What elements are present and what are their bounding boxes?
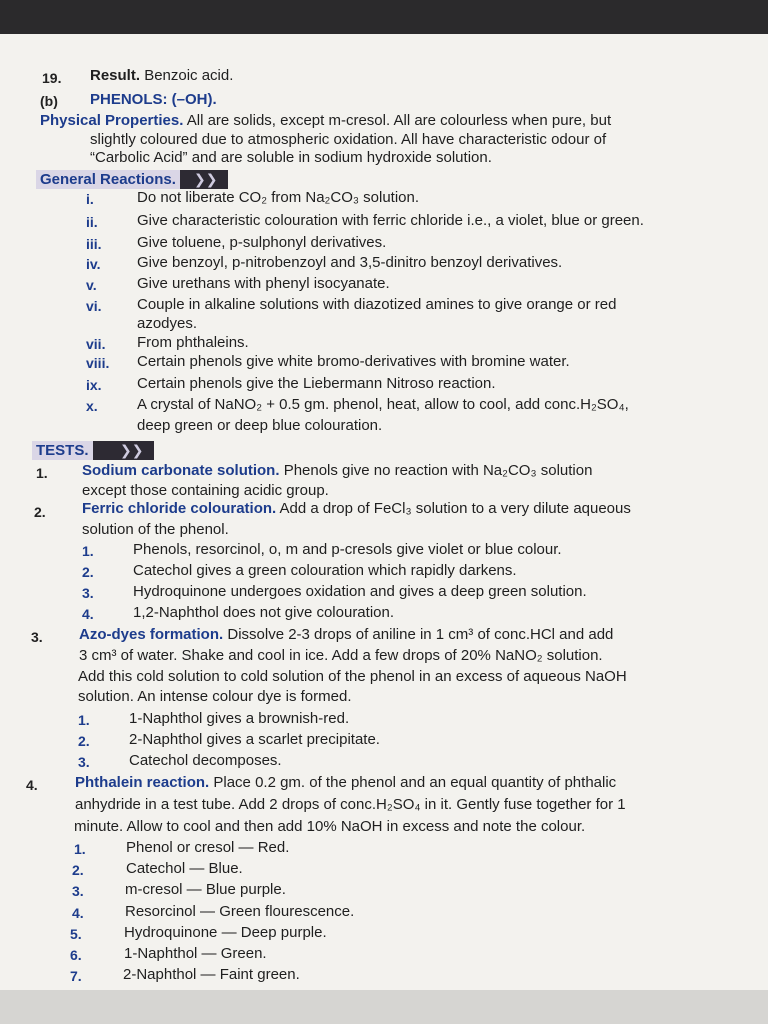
reaction-text: Give toluene, p-sulphonyl derivatives. <box>137 234 387 251</box>
reaction-number: i. <box>86 191 94 207</box>
sub-item-number: 2. <box>82 564 94 580</box>
physical-label: Physical Properties. <box>40 112 184 129</box>
test-4-text: Place 0.2 gm. of the phenol and an equal quantity of phthalic <box>213 774 617 791</box>
reaction-text-cont: azodyes. <box>137 315 198 332</box>
test-number: 1. <box>36 465 48 481</box>
sub-item-text: Hydroquinone — Deep purple. <box>124 924 327 941</box>
reaction-text: Certain phenols give white bromo-derivatives with bromine water. <box>137 353 570 370</box>
reaction-number: v. <box>86 277 97 293</box>
result-text: Benzoic acid. <box>144 67 234 84</box>
sub-item-text: 1,2-Naphthol does not give colouration. <box>133 604 395 621</box>
test-4-line-3: minute. Allow to cool and then add 10% NaOH in excess and note the colour. <box>74 818 586 835</box>
sub-item-number: 4. <box>82 606 94 622</box>
reaction-text-cont: deep green or deep blue colouration. <box>137 417 383 434</box>
reaction-text: A crystal of NaNO₂ + 0.5 gm. phenol, heat, allow to cool, add conc.H₂SO₄, <box>137 396 629 413</box>
chevron-right-icon: ❯❯ <box>120 442 144 458</box>
sub-item-number: 3. <box>78 754 90 770</box>
sub-item-text: 1-Naphthol gives a brownish-red. <box>129 710 350 727</box>
sub-item-number: 4. <box>72 905 84 921</box>
result-label: Result. <box>90 67 141 84</box>
sub-item-number: 1. <box>78 712 90 728</box>
sub-item-number: 3. <box>82 585 94 601</box>
sub-item-number: 7. <box>70 968 82 984</box>
sub-item-text: Phenol or cresol — Red. <box>126 839 290 856</box>
sub-item-number: 1. <box>74 841 86 857</box>
test-2-line-1 <box>82 500 631 518</box>
reaction-number: x. <box>86 398 98 414</box>
reaction-number: vii. <box>86 336 106 352</box>
tests-heading: TESTS. <box>32 441 93 460</box>
top-dark-border <box>0 0 768 34</box>
sub-item-text: Phenols, resorcinol, o, m and p-cresols give violet or blue colour. <box>133 541 562 558</box>
test-4-line-2: anhydride in a test tube. Add 2 drops of conc.H₂SO₄ in it. Gently fuse together for 1 <box>75 796 626 813</box>
result-line <box>90 67 233 85</box>
reaction-number: iii. <box>86 236 102 252</box>
reaction-text: Couple in alkaline solutions with diazotized amines to give orange or red <box>137 296 617 313</box>
reaction-number: iv. <box>86 256 101 272</box>
test-4-line-1 <box>75 774 616 792</box>
sub-item-number: 2. <box>78 733 90 749</box>
reaction-number: vi. <box>86 298 102 314</box>
test-number: 2. <box>34 504 46 520</box>
test-3-title: Azo-dyes formation. <box>79 626 224 643</box>
sub-item-text: 1-Naphthol — Green. <box>124 945 267 962</box>
sub-item-text: Catechol gives a green colouration which rapidly darkens. <box>133 562 517 579</box>
test-1-line-2: except those containing acidic group. <box>82 482 329 499</box>
physical-line-2: slightly coloured due to atmospheric oxidation. All have characteristic odour of <box>90 131 607 148</box>
section-label: (b) <box>40 93 58 109</box>
sub-item-text: Catechol decomposes. <box>129 752 282 769</box>
bottom-border <box>0 990 768 1024</box>
reaction-number: ii. <box>86 214 98 230</box>
reaction-text: Certain phenols give the Liebermann Nitroso reaction. <box>137 375 496 392</box>
sub-item-number: 3. <box>72 883 84 899</box>
physical-text-1: All are solids, except m-cresol. All are colourless when pure, but <box>186 112 612 129</box>
test-1-line-1 <box>82 462 592 480</box>
reaction-text: From phthaleins. <box>137 334 249 351</box>
sub-item-number: 2. <box>72 862 84 878</box>
document-page <box>0 34 768 990</box>
test-1-text: Phenols give no reaction with Na₂CO₃ solution <box>283 462 593 479</box>
test-2-line-2: solution of the phenol. <box>82 521 229 538</box>
test-2-title: Ferric chloride colouration. <box>82 500 277 517</box>
sub-item-number: 1. <box>82 543 94 559</box>
sub-item-text: 2-Naphthol — Faint green. <box>123 966 300 983</box>
physical-line-1 <box>40 112 611 130</box>
phenols-heading: PHENOLS: (–OH). <box>90 91 217 108</box>
item-number: 19. <box>42 70 62 86</box>
sub-item-number: 6. <box>70 947 82 963</box>
reaction-number: ix. <box>86 377 102 393</box>
general-reactions-banner <box>36 170 228 189</box>
test-3-line-4: solution. An intense colour dye is formed. <box>78 688 352 705</box>
chevron-right-icon: ❯❯ <box>194 171 218 187</box>
sub-item-text: 2-Naphthol gives a scarlet precipitate. <box>129 731 380 748</box>
test-1-title: Sodium carbonate solution. <box>82 462 280 479</box>
sub-item-number: 5. <box>70 926 82 942</box>
sub-item-text: Resorcinol — Green flourescence. <box>125 903 355 920</box>
test-3-line-1 <box>79 626 613 644</box>
test-number: 4. <box>26 777 38 793</box>
sub-item-text: Catechol — Blue. <box>126 860 243 877</box>
physical-line-3: “Carbolic Acid” and are soluble in sodium hydroxide solution. <box>90 149 492 166</box>
sub-item-text: m-cresol — Blue purple. <box>125 881 286 898</box>
test-2-text: Add a drop of FeCl₃ solution to a very dilute aqueous <box>279 500 631 517</box>
test-number: 3. <box>31 629 43 645</box>
reaction-text: Give characteristic colouration with ferric chloride i.e., a violet, blue or green. <box>137 212 644 229</box>
reaction-text: Give urethans with phenyl isocyanate. <box>137 275 390 292</box>
reaction-text: Do not liberate CO₂ from Na₂CO₃ solution. <box>137 189 420 206</box>
test-3-text: Dissolve 2-3 drops of aniline in 1 cm³ of conc.HCl and add <box>227 626 614 643</box>
general-reactions-heading: General Reactions. <box>36 170 180 189</box>
test-3-line-3: Add this cold solution to cold solution of the phenol in an excess of aqueous NaOH <box>78 668 627 685</box>
test-3-line-2: 3 cm³ of water. Shake and cool in ice. Add a few drops of 20% NaNO₂ solution. <box>79 647 603 664</box>
tests-banner <box>32 441 154 460</box>
sub-item-text: Hydroquinone undergoes oxidation and gives a deep green solution. <box>133 583 587 600</box>
test-4-title: Phthalein reaction. <box>75 774 210 791</box>
reaction-number: viii. <box>86 355 110 371</box>
reaction-text: Give benzoyl, p-nitrobenzoyl and 3,5-dinitro benzoyl derivatives. <box>137 254 563 271</box>
